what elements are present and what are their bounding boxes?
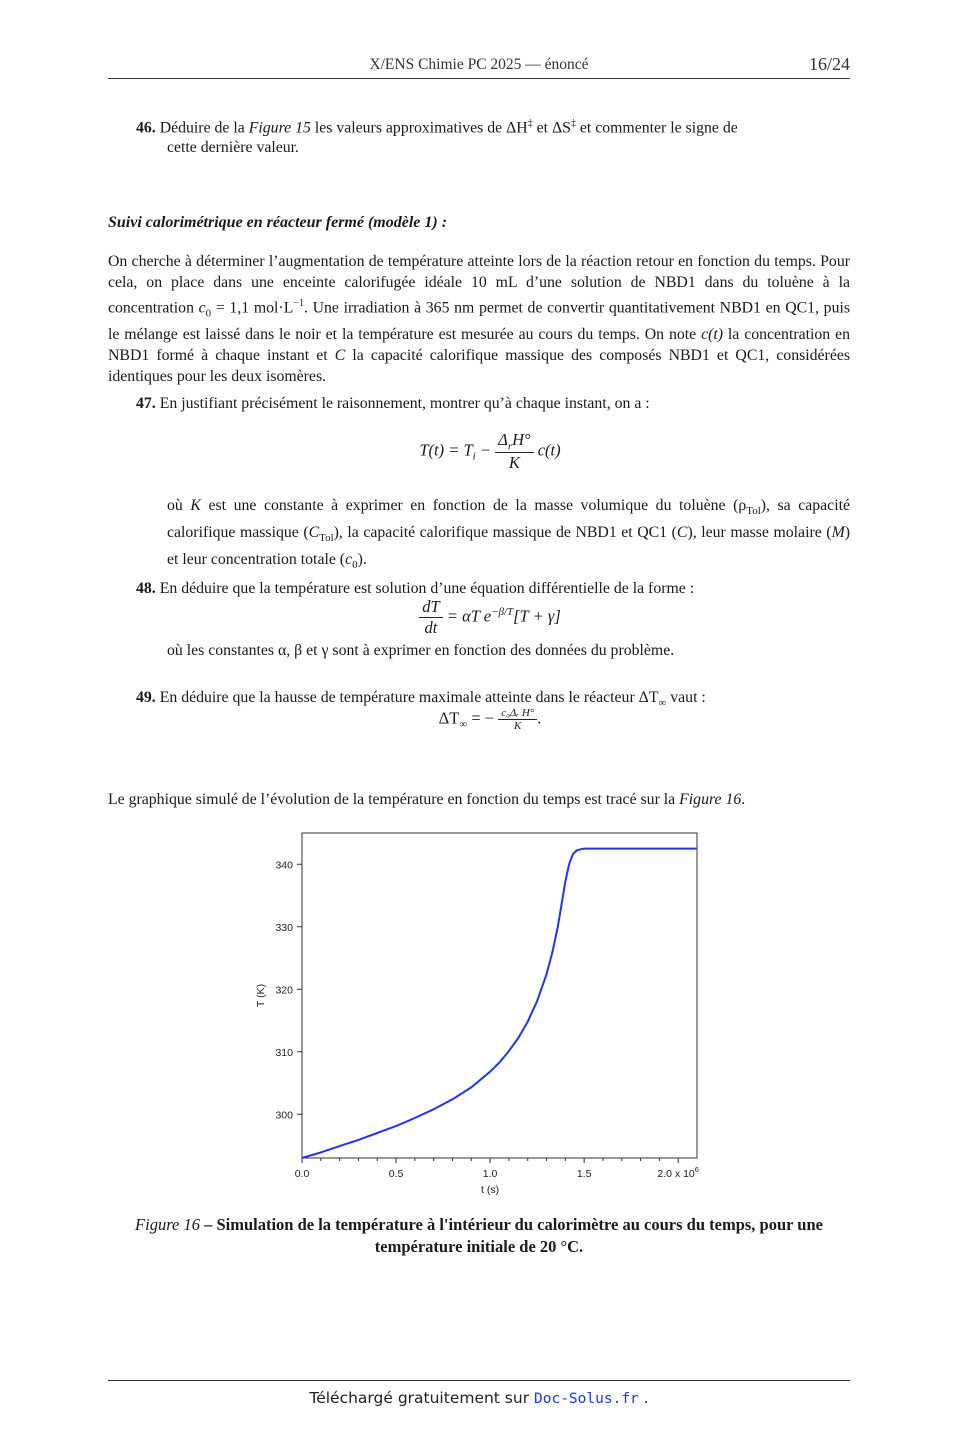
eq-part: − [475, 440, 496, 460]
section-title: Suivi calorimétrique en réacteur fermé (modèle 1) : [108, 214, 448, 231]
q46-text: les valeurs approximatives de ΔH [310, 119, 528, 137]
var-ct: c(t) [701, 326, 724, 344]
x-tick-label: 2.0 x $10^6$ [657, 1165, 699, 1180]
caption-text: Simulation de la température à l'intérieur du calorimètre au cours du temps, pour une température initiale de 20 °C. [216, 1215, 823, 1256]
page-header [108, 54, 850, 79]
fraction [498, 707, 537, 732]
var-C: C [334, 347, 346, 365]
y-tick-label: 320 [275, 984, 293, 997]
q46-text: et ΔS [532, 119, 571, 137]
fraction [419, 597, 442, 638]
q47-text: ), sa capacité calorifique massique ( [167, 497, 850, 542]
eq-part: [T + γ] [513, 606, 561, 626]
figure-caption [108, 1214, 850, 1258]
subscript: ∞ [658, 697, 667, 710]
footer-text [108, 1381, 850, 1407]
q49-text: En déduire que la hausse de température maximale atteinte dans le réacteur ΔT [159, 689, 659, 706]
q49-text: vaut : [666, 689, 706, 706]
figure-intro [108, 789, 850, 810]
y-tick-label: 300 [275, 1109, 293, 1122]
question-number: 46. [136, 119, 156, 137]
question-number: 49. [136, 689, 156, 706]
y-tick-label: 310 [275, 1046, 293, 1059]
intro-paragraph [108, 251, 850, 387]
y-tick-label: 340 [275, 859, 293, 872]
eq-part: c(t) [533, 440, 561, 460]
subscript: 0 [205, 307, 212, 320]
q47-text: est une constante à exprimer en fonction de la masse volumique du toluène (ρ [200, 497, 747, 514]
eq-part: dt [424, 618, 438, 637]
caption-dash: – [199, 1215, 217, 1234]
eq-part: dT [419, 597, 442, 618]
intro-text: . Une irradiation à 365 nm permet de convertir quantitativement NBD1 en QC1, puis le mélange est laissé dans le noir et la température est mesurée au cours du temps. On note [108, 299, 850, 344]
q46-text: Déduire de la [159, 119, 249, 137]
q47-text: où [167, 497, 191, 514]
page-number: 16/24 [808, 54, 850, 74]
q47-text: En justifiant précisément le raisonnement, montrer qu’à chaque instant, on a : [159, 395, 650, 412]
var-C: C [676, 524, 688, 542]
eq-part: c₀Δᵣ H° [498, 707, 537, 720]
intro-text: Le graphique simulé de l’évolution de la température en fonction du temps est tracé sur la [108, 791, 680, 808]
var-c: c [198, 299, 206, 317]
eq-part: T(t) = T [419, 440, 473, 460]
equation-48 [0, 597, 980, 638]
q47-text: ), leur masse molaire ( [687, 524, 832, 542]
fraction [495, 430, 533, 473]
superscript: −1 [293, 298, 304, 309]
figure-label: Figure 16 [135, 1215, 200, 1234]
subscript: Tol [319, 532, 334, 545]
eq-part: = − [467, 708, 499, 728]
footer-label: Téléchargé gratuitement sur [309, 1389, 535, 1407]
equation-49 [0, 707, 980, 732]
series-line [302, 849, 697, 1158]
eq-part: = αT e [442, 606, 492, 626]
y-tick-label: 330 [275, 921, 293, 934]
q47-text: ), la capacité calorifique massique de NBD1 et QC1 ( [333, 524, 677, 542]
question-number: 47. [136, 395, 156, 412]
page-footer [108, 1380, 850, 1407]
exponent: −β/T [491, 605, 514, 618]
q46-text: et commenter le signe de [575, 119, 738, 137]
y-axis-label: T (K) [255, 983, 267, 1008]
q48-text: En déduire que la température est solution d’une équation différentielle de la forme : [159, 580, 695, 597]
intro-text: = 1,1 mol·L [211, 299, 294, 317]
eq-part: K [508, 453, 520, 473]
double-dagger: ‡ [570, 118, 576, 129]
subscript: i [472, 450, 476, 463]
var-M: M [831, 524, 845, 542]
x-tick-label: 1.0 [482, 1168, 498, 1180]
double-dagger: ‡ [527, 118, 533, 129]
x-axis-label: t (s) [481, 1184, 500, 1196]
eq-part: ΔT [438, 708, 460, 728]
var-C: C [308, 524, 320, 542]
q47-text: ). [357, 551, 367, 569]
subscript: r [507, 440, 513, 453]
q47-details [167, 495, 850, 576]
eq-part: H° [512, 430, 531, 449]
footer-dot: . [638, 1389, 649, 1407]
q46-line2: cette dernière valeur. [167, 139, 299, 156]
temperature-chart [250, 825, 710, 1205]
x-tick-label: 0.0 [294, 1168, 310, 1180]
figure-ref: Figure 15 [248, 119, 311, 137]
q48-after: où les constantes α, β et γ sont à exprimer en fonction des données du problème. [167, 642, 675, 659]
plot-frame [302, 833, 697, 1158]
var-K: K [190, 497, 201, 514]
question-47 [136, 392, 850, 415]
subscript: 0 [352, 559, 358, 572]
x-tick-label: 0.5 [388, 1168, 404, 1180]
var-c: c [345, 551, 353, 569]
subscript: Tol [746, 505, 761, 518]
eq-part: K [514, 720, 522, 732]
intro-text: la capacité calorifique massique des composés NBD1 et QC1, considérées identiques pour les deux isomères. [108, 347, 850, 386]
intro-text: la concentration en NBD1 formé à chaque instant et [108, 326, 850, 365]
figure-ref: Figure 16 [679, 791, 742, 808]
eq-part: Δ [498, 430, 508, 449]
x-tick-label: 1.5 [576, 1168, 592, 1180]
doc-solus-link[interactable]: Doc-Solus.fr [534, 1391, 639, 1407]
question-number: 48. [136, 580, 156, 597]
q47-text: ) et leur concentration totale ( [167, 524, 850, 569]
header-title: X/ENS Chimie PC 2025 — énoncé [369, 56, 589, 73]
intro-text: On cherche à déterminer l’augmentation de température atteinte lors de la réaction retour en fonction du temps. Pour cela, on place dans une enceinte calorifugée idéale 10 mL d’une solution de NBD1 dans du toluène à la concentration [108, 253, 850, 317]
eq-part: . [537, 708, 542, 728]
intro-text: . [741, 791, 746, 808]
equation-47 [0, 430, 980, 473]
subscript: ∞ [459, 718, 468, 731]
